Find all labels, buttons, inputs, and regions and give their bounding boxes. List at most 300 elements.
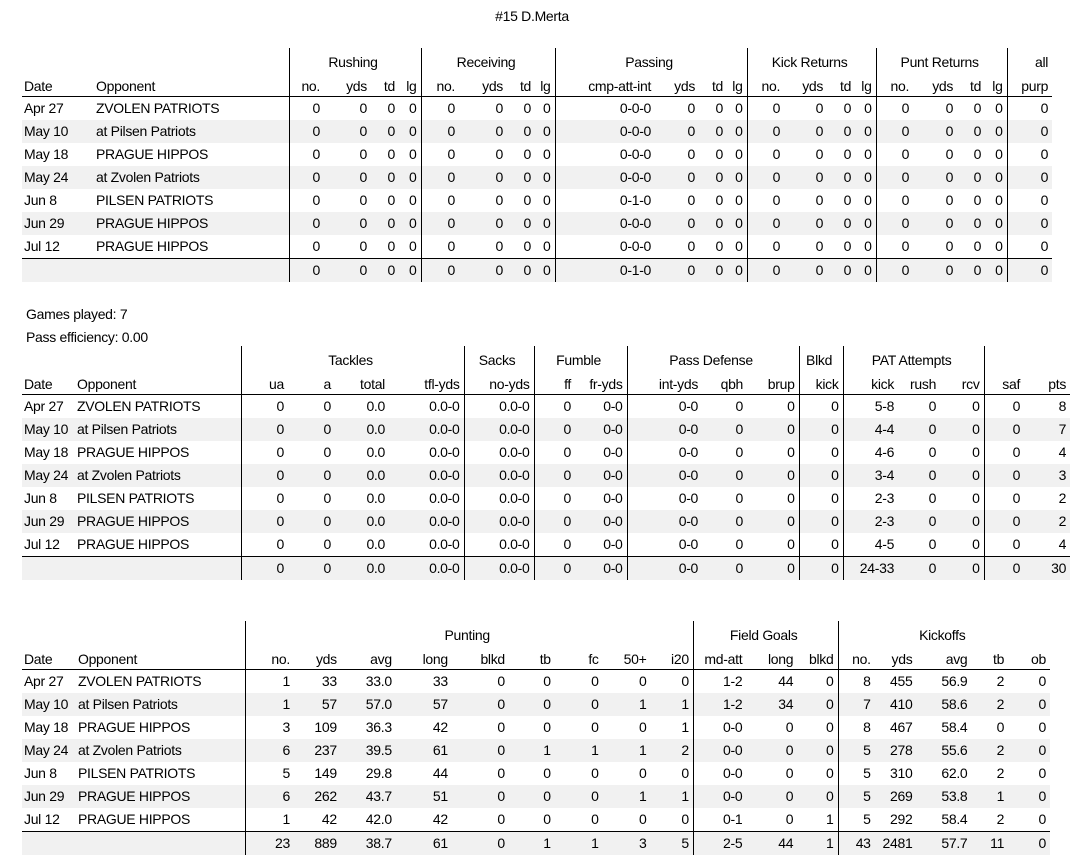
stat-cell: 57.0: [341, 693, 396, 716]
stat-cell: 4: [1058, 536, 1067, 552]
total-cell: 0: [452, 832, 509, 856]
table-row: [22, 739, 1050, 762]
stat-cell: 0.0-0: [464, 418, 534, 441]
stat-cell: 0: [289, 143, 324, 166]
stat-cell: 5-8: [843, 395, 898, 419]
column-header: td: [371, 76, 399, 97]
date-cell: May 18: [24, 719, 69, 735]
stat-cell: 0: [324, 212, 371, 235]
stat-cell: 0: [995, 238, 1003, 254]
stat-cell: 0: [799, 441, 843, 464]
total-cell: 0: [855, 259, 876, 283]
stat-cell: 4-6: [843, 441, 898, 464]
stat-cell: 0: [928, 490, 937, 506]
column-header: rcv: [940, 374, 984, 395]
group-header: Pass Defense: [627, 346, 799, 374]
stat-cell: 0: [785, 811, 794, 827]
stat-cell: 0: [534, 487, 575, 510]
opponent-cell: ZVOLEN PATRIOTS: [96, 100, 220, 116]
stat-cell: 0: [985, 212, 1007, 235]
table-row: [22, 533, 1070, 557]
column-header: i20: [651, 649, 694, 670]
stat-cell: 455: [889, 673, 913, 689]
stat-cell: 0: [876, 120, 913, 143]
stat-cell: 0: [702, 510, 747, 533]
stat-cell: 0.0-0: [464, 395, 534, 419]
stat-cell: 0: [913, 212, 957, 235]
column-header: yds: [913, 76, 957, 97]
date-cell: Apr 27: [24, 673, 64, 689]
stat-cell: 0.0: [366, 444, 385, 460]
column-header: no.: [289, 76, 324, 97]
total-cell: 0: [827, 259, 855, 283]
stat-cell: 0: [747, 120, 784, 143]
stat-cell: 0: [387, 146, 395, 162]
totals-row: [22, 259, 1052, 283]
stat-cell: 0: [784, 212, 827, 235]
stat-cell: 0: [876, 143, 913, 166]
stat-cell: 0: [815, 192, 824, 208]
group-header: Punt Returns: [876, 48, 1007, 76]
stat-cell: 0: [681, 765, 689, 781]
stat-cell: 237: [294, 739, 341, 762]
stat-cell: 0: [799, 464, 843, 487]
stat-cell: 0: [591, 673, 599, 689]
column-header: avg: [916, 649, 971, 670]
stat-cell: 0: [497, 719, 505, 735]
stat-cell: 0: [799, 418, 843, 441]
stat-cell: 0.0-0: [464, 533, 534, 557]
total-cell: 23: [245, 832, 294, 856]
opponent-cell: PILSEN PATRIOTS: [77, 490, 195, 506]
stat-cell: 0-0: [627, 510, 702, 533]
stat-cell: 0: [639, 765, 647, 781]
column-header: Date: [22, 374, 75, 395]
opponent-cell: ZVOLEN PATRIOTS: [77, 398, 201, 414]
stat-cell: 0-0: [575, 418, 627, 441]
stat-cell: 34: [746, 693, 797, 716]
stat-cell: 0: [826, 765, 834, 781]
stat-cell: 3: [1024, 464, 1070, 487]
table-row: [22, 693, 1050, 716]
stat-cell: 0: [359, 192, 367, 208]
stat-cell: 0-0-0: [555, 235, 655, 259]
stat-cell: 0: [507, 166, 535, 189]
opponent-cell: PRAGUE HIPPOS: [77, 719, 191, 735]
stat-cell: 0.0-0: [389, 464, 464, 487]
stat-cell: 62.0: [941, 765, 968, 781]
total-cell: 0: [747, 259, 784, 283]
stat-cell: 0: [543, 719, 551, 735]
stat-cell: 0: [543, 238, 551, 254]
stat-cell: 33: [432, 673, 448, 689]
column-header: lg: [985, 76, 1007, 97]
opponent-cell: PRAGUE HIPPOS: [96, 238, 209, 254]
stat-cell: 5: [838, 808, 875, 832]
stat-cell: 0: [459, 166, 507, 189]
table-row: [22, 418, 1070, 441]
stat-cell: 0: [995, 192, 1003, 208]
total-cell: 0: [702, 557, 747, 581]
column-header: fc: [555, 649, 603, 670]
stat-cell: 0: [507, 120, 535, 143]
stat-cell: 0: [555, 785, 603, 808]
total-cell: [75, 557, 241, 581]
stat-cell: 0: [241, 464, 288, 487]
stat-cell: 2: [1024, 510, 1070, 533]
column-header: no.: [838, 649, 875, 670]
opponent-cell: PRAGUE HIPPOS: [76, 785, 245, 808]
group-header: Tackles: [241, 346, 464, 374]
table-row: [22, 120, 1052, 143]
stat-cell: 0: [702, 464, 747, 487]
total-cell: 2-5: [693, 832, 746, 856]
stat-cell: 1: [681, 719, 689, 735]
stat-cell: 0: [735, 192, 743, 208]
stat-cell: 0: [535, 120, 555, 143]
total-cell: 0: [241, 557, 288, 581]
stat-cell: 0: [973, 192, 982, 208]
stat-cell: 0-0-0: [555, 166, 655, 189]
column-header: td: [827, 76, 855, 97]
total-cell: 43: [838, 832, 875, 856]
total-cell: 11: [971, 832, 1008, 856]
date-cell: May 18: [24, 444, 69, 460]
stat-cell: 0: [543, 765, 551, 781]
opponent-cell: ZVOLEN PATRIOTS: [77, 673, 202, 689]
page-title: #15 D.Merta: [495, 8, 569, 24]
stat-cell: 0: [507, 212, 535, 235]
total-cell: 0: [288, 557, 335, 581]
stat-cell: 0: [534, 441, 575, 464]
stat-cell: 0: [421, 166, 459, 189]
stat-cell: 1: [509, 739, 555, 762]
stat-cell: 2: [971, 693, 1008, 716]
table-row: [22, 441, 1070, 464]
stat-cell: 0: [399, 212, 421, 235]
stat-cell: 0: [995, 146, 1003, 162]
stat-cell: 0: [555, 693, 603, 716]
column-header: blkd: [797, 649, 838, 670]
stat-cell: 1-2: [693, 670, 746, 694]
total-cell: 0: [727, 259, 747, 283]
stat-cell: 3: [245, 716, 294, 739]
stat-cell: 0: [288, 510, 335, 533]
stat-cell: 0: [715, 100, 724, 116]
stat-cell: 0: [1007, 97, 1052, 121]
stat-cell: 1: [555, 739, 603, 762]
stat-cell: 0: [543, 100, 551, 116]
stat-cell: 0: [957, 212, 985, 235]
stat-cell: 0.0: [335, 418, 389, 441]
group-header: Field Goals: [693, 621, 838, 649]
stat-cell: 0: [973, 238, 982, 254]
total-cell: 0: [876, 259, 913, 283]
date-cell: Jun 8: [24, 192, 57, 208]
total-cell: 0: [898, 557, 940, 581]
stat-cell: 0: [785, 719, 794, 735]
stat-cell: 0: [495, 100, 504, 116]
stat-cell: 0: [735, 100, 743, 116]
total-cell: 0: [699, 259, 727, 283]
total-cell: 38.7: [341, 832, 396, 856]
stat-cell: 0-0: [693, 739, 746, 762]
stat-cell: 0.0: [366, 536, 385, 552]
table-row: [22, 464, 1070, 487]
stat-cell: 0: [591, 719, 599, 735]
total-cell: 0: [784, 259, 827, 283]
stat-cell: 0: [409, 192, 417, 208]
stat-cell: 0: [497, 811, 505, 827]
stat-cell: 0: [371, 166, 399, 189]
group-header: Kick Returns: [747, 48, 876, 76]
stat-cell: 262: [294, 785, 341, 808]
stat-cell: 0: [727, 166, 747, 189]
stat-cell: 6: [245, 785, 294, 808]
group-header: [22, 621, 245, 649]
opponent-cell: PRAGUE HIPPOS: [77, 536, 190, 552]
stat-cell: 467: [889, 719, 913, 735]
stat-cell: 0-1-0: [555, 189, 655, 212]
column-header: purp: [1007, 76, 1052, 97]
stat-cell: 0: [288, 418, 335, 441]
date-cell: May 10: [22, 418, 75, 441]
stat-cell: 42.0: [365, 811, 392, 827]
opponent-cell: at Zvolen Patriots: [75, 464, 241, 487]
date-cell: Jun 8: [24, 490, 57, 506]
stat-cell: 8: [1058, 398, 1067, 414]
stat-cell: 0: [855, 166, 876, 189]
stat-cell: 149: [314, 765, 337, 781]
stat-cell: 0: [735, 444, 744, 460]
stat-cell: 0: [985, 120, 1007, 143]
stat-cell: 0: [1007, 189, 1052, 212]
stat-cell: 0.0-0: [464, 441, 534, 464]
stat-cell: 0: [1007, 212, 1052, 235]
stat-cell: 0: [1038, 765, 1046, 781]
stat-cell: 0: [452, 785, 509, 808]
stat-cell: 0: [864, 100, 872, 116]
stat-cell: 0: [940, 510, 984, 533]
stat-cell: 0: [945, 238, 954, 254]
stat-cell: 2: [971, 739, 1008, 762]
date-cell: Jul 12: [24, 811, 60, 827]
stat-cell: 1: [651, 785, 694, 808]
stat-cell: 0: [387, 100, 395, 116]
stat-cell: 0: [815, 238, 824, 254]
stat-cell: 0: [655, 212, 699, 235]
column-header: tfl-yds: [389, 374, 464, 395]
stat-cell: 0: [591, 765, 599, 781]
stat-cell: 0: [973, 146, 982, 162]
stat-cell: 0: [241, 418, 288, 441]
stat-cell: 0: [323, 398, 331, 414]
stat-cell: 0: [864, 238, 872, 254]
stat-cell: 0.0-0: [389, 510, 464, 533]
stat-cell: 0: [784, 120, 827, 143]
total-cell: 0: [655, 259, 699, 283]
stat-cell: 0: [864, 192, 872, 208]
stat-cell: 0: [727, 212, 747, 235]
kicking-stats-table: [22, 621, 1050, 855]
total-cell: 2481: [875, 832, 917, 856]
total-cell: 1: [509, 832, 555, 856]
stat-cell: 0: [241, 510, 288, 533]
stat-cell: 0: [241, 441, 288, 464]
stat-cell: 0: [655, 166, 699, 189]
column-header: ob: [1008, 649, 1050, 670]
group-header: Rushing: [289, 48, 421, 76]
column-header: yds: [324, 76, 371, 97]
date-cell: Jun 29: [22, 212, 94, 235]
stat-cell: 2-3: [843, 510, 898, 533]
stat-cell: 0-0: [603, 444, 623, 460]
stat-cell: 2: [651, 739, 694, 762]
column-header: no.: [421, 76, 459, 97]
stat-cell: 0: [409, 100, 417, 116]
total-cell: 30: [1024, 557, 1070, 581]
column-header: tb: [509, 649, 555, 670]
stat-cell: 0: [289, 97, 324, 121]
column-header: yds: [655, 76, 699, 97]
column-header: long: [746, 649, 797, 670]
column-header: md-att: [693, 649, 746, 670]
column-header: blkd: [452, 649, 509, 670]
stat-cell: 58.4: [941, 719, 968, 735]
column-header: fr-yds: [575, 374, 627, 395]
total-cell: 0: [289, 259, 324, 283]
total-cell: 0-0: [627, 557, 702, 581]
column-header: Opponent: [76, 649, 245, 670]
total-cell: 0: [747, 557, 799, 581]
group-header: [1024, 346, 1070, 374]
stat-cell: 292: [889, 811, 913, 827]
stat-cell: 0: [699, 212, 727, 235]
stat-cell: 0.0: [366, 398, 385, 414]
stat-cell: 0: [495, 192, 504, 208]
total-cell: 0: [324, 259, 371, 283]
column-header: lg: [727, 76, 747, 97]
stat-cell: 0: [984, 418, 1024, 441]
stat-cell: 0: [746, 785, 797, 808]
stat-cell: 0: [876, 189, 913, 212]
total-cell: 0: [1007, 259, 1052, 283]
column-header: td: [957, 76, 985, 97]
total-cell: 0: [913, 259, 957, 283]
stat-cell: 0: [984, 533, 1024, 557]
date-cell: Jul 12: [24, 536, 60, 552]
column-header: Date: [22, 76, 94, 97]
stat-cell: 1: [826, 811, 834, 827]
column-header: Opponent: [94, 76, 289, 97]
table-row: [22, 212, 1052, 235]
stat-cell: 0: [747, 166, 784, 189]
column-header: no.: [876, 76, 913, 97]
stat-cell: 0: [855, 212, 876, 235]
stat-cell: 0: [289, 235, 324, 259]
stat-cell: 1: [603, 785, 651, 808]
stat-cell: 0.0-0: [389, 418, 464, 441]
stat-cell: 0: [864, 146, 872, 162]
stat-cell: 1: [603, 739, 651, 762]
stat-cell: 0: [534, 533, 575, 557]
offense-stats-table: [22, 48, 1052, 282]
stat-cell: 0: [497, 765, 505, 781]
pass-efficiency: Pass efficiency: 0.00: [26, 329, 148, 345]
stat-cell: 61: [396, 739, 452, 762]
column-header: ff: [534, 374, 575, 395]
table-row: [22, 143, 1052, 166]
stat-cell: 1: [651, 693, 694, 716]
stat-cell: 0: [523, 192, 532, 208]
stat-cell: 0: [827, 166, 855, 189]
stat-cell: 0: [785, 765, 794, 781]
stat-cell: 0: [940, 464, 984, 487]
column-header: lg: [399, 76, 421, 97]
stat-cell: 0: [591, 811, 599, 827]
opponent-cell: at Pilsen Patriots: [94, 120, 289, 143]
total-cell: 889: [294, 832, 341, 856]
stat-cell: 0: [799, 510, 843, 533]
stat-cell: 1: [971, 785, 1008, 808]
stat-cell: 0-0: [603, 398, 623, 414]
stat-cell: 0: [639, 719, 647, 735]
total-cell: 24-33: [843, 557, 898, 581]
stat-cell: 0: [984, 441, 1024, 464]
stat-cell: 0-0: [627, 487, 702, 510]
stat-cell: 55.6: [916, 739, 971, 762]
stat-cell: 4-5: [843, 533, 898, 557]
stat-cell: 0: [826, 673, 834, 689]
stat-cell: 0: [509, 785, 555, 808]
stat-cell: 33: [321, 673, 337, 689]
stat-cell: 5: [245, 762, 294, 785]
stat-cell: 0-0: [693, 716, 746, 739]
stat-cell: 0: [815, 100, 824, 116]
stat-cell: 0: [826, 719, 834, 735]
stat-cell: 39.5: [341, 739, 396, 762]
table-row: [22, 166, 1052, 189]
group-header: [22, 346, 241, 374]
stat-cell: 0: [452, 739, 509, 762]
stat-cell: 0: [715, 146, 724, 162]
column-header: a: [288, 374, 335, 395]
stat-cell: 0-1: [693, 808, 746, 832]
stat-cell: 6: [245, 739, 294, 762]
column-header: pts: [1024, 374, 1070, 395]
stat-cell: 57: [396, 693, 452, 716]
total-cell: 1: [797, 832, 838, 856]
stat-cell: 0: [459, 120, 507, 143]
stat-cell: 0: [735, 146, 743, 162]
stat-cell: 0: [876, 212, 913, 235]
column-header: yds: [875, 649, 917, 670]
stat-cell: 109: [314, 719, 337, 735]
stat-cell: 310: [889, 765, 913, 781]
stat-cell: 36.3: [365, 719, 392, 735]
stat-cell: 0-0: [693, 785, 746, 808]
column-header: int-yds: [627, 374, 702, 395]
stat-cell: 0: [421, 143, 459, 166]
stat-cell: 0: [799, 487, 843, 510]
stat-cell: 0: [421, 97, 459, 121]
stat-cell: 0: [797, 739, 838, 762]
date-cell: May 24: [22, 739, 76, 762]
stat-cell: 0.0-0: [429, 398, 460, 414]
stat-cell: 0: [928, 536, 937, 552]
stat-cell: 0: [787, 444, 795, 460]
opponent-cell: PILSEN PATRIOTS: [96, 192, 214, 208]
